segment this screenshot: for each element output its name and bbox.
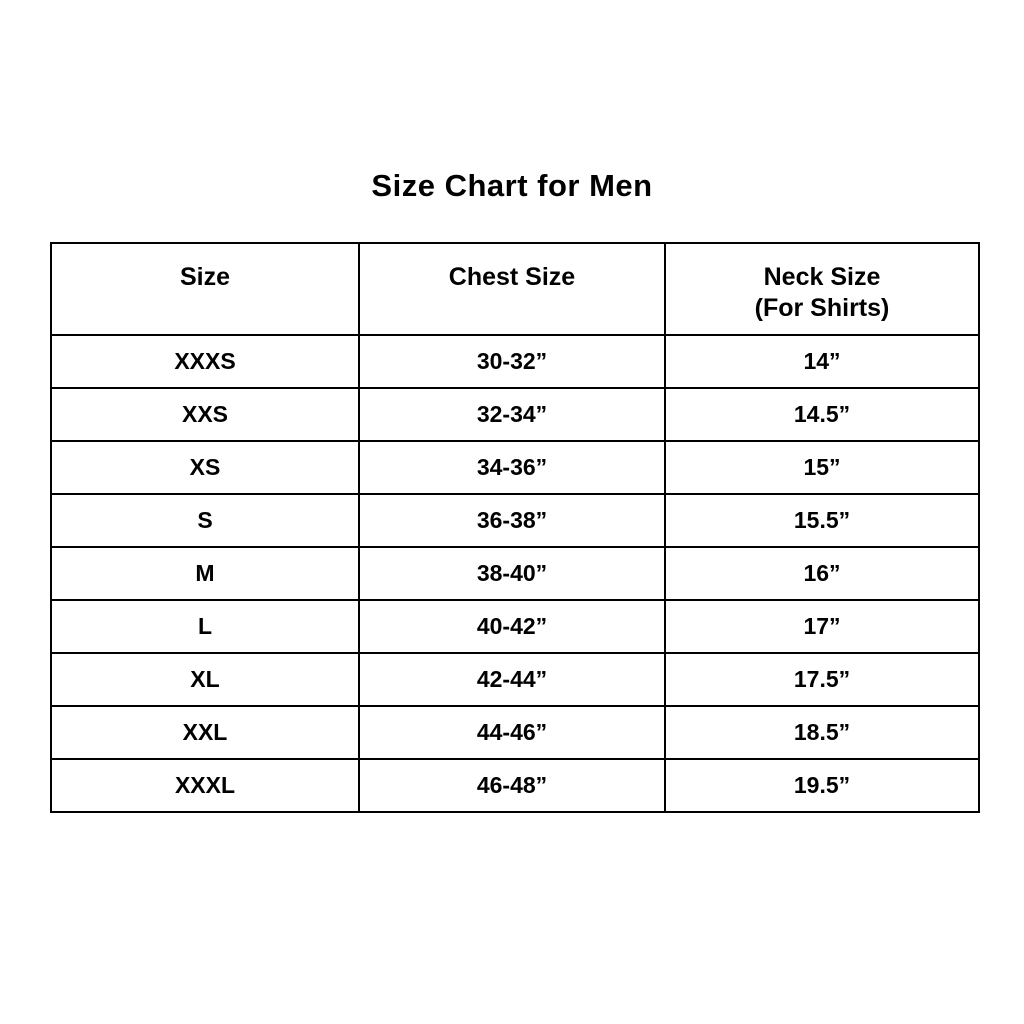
table-row (51, 600, 979, 653)
neck-size-cell: 17.5” (665, 653, 979, 706)
column-header-chest: Chest Size (359, 243, 665, 335)
neck-size-cell: 15.5” (665, 494, 979, 547)
neck-size-cell: 15” (665, 441, 979, 494)
column-header-neck-line1: Neck Size (763, 263, 881, 291)
column-header-neck (665, 243, 979, 335)
size-cell: XXXS (51, 335, 359, 388)
page-title: Size Chart for Men (371, 168, 653, 203)
table-row (51, 388, 979, 441)
size-cell: XXS (51, 388, 359, 441)
chest-size-cell: 30-32” (359, 335, 665, 388)
neck-size-cell: 14” (665, 335, 979, 388)
chest-size-cell: 32-34” (359, 388, 665, 441)
size-cell: L (51, 600, 359, 653)
chest-size-cell: 44-46” (359, 706, 665, 759)
size-cell: S (51, 494, 359, 547)
chest-size-cell: 36-38” (359, 494, 665, 547)
chest-size-cell: 38-40” (359, 547, 665, 600)
neck-size-cell: 19.5” (665, 759, 979, 812)
size-cell: XXXL (51, 759, 359, 812)
table-row (51, 653, 979, 706)
chest-size-cell: 34-36” (359, 441, 665, 494)
column-header-neck-line2: (For Shirts) (754, 294, 890, 323)
size-chart-table (50, 242, 980, 813)
neck-size-cell: 17” (665, 600, 979, 653)
size-cell: XXL (51, 706, 359, 759)
table-header-row (51, 243, 979, 335)
size-cell: XL (51, 653, 359, 706)
chest-size-cell: 42-44” (359, 653, 665, 706)
column-header-size: Size (51, 243, 359, 335)
table-row (51, 759, 979, 812)
table-row (51, 706, 979, 759)
table-body (51, 335, 979, 812)
table-row (51, 494, 979, 547)
neck-size-cell: 16” (665, 547, 979, 600)
chest-size-cell: 46-48” (359, 759, 665, 812)
neck-size-cell: 18.5” (665, 706, 979, 759)
size-cell: M (51, 547, 359, 600)
table-row (51, 335, 979, 388)
chest-size-cell: 40-42” (359, 600, 665, 653)
table-row (51, 441, 979, 494)
size-cell: XS (51, 441, 359, 494)
table-row (51, 547, 979, 600)
neck-size-cell: 14.5” (665, 388, 979, 441)
